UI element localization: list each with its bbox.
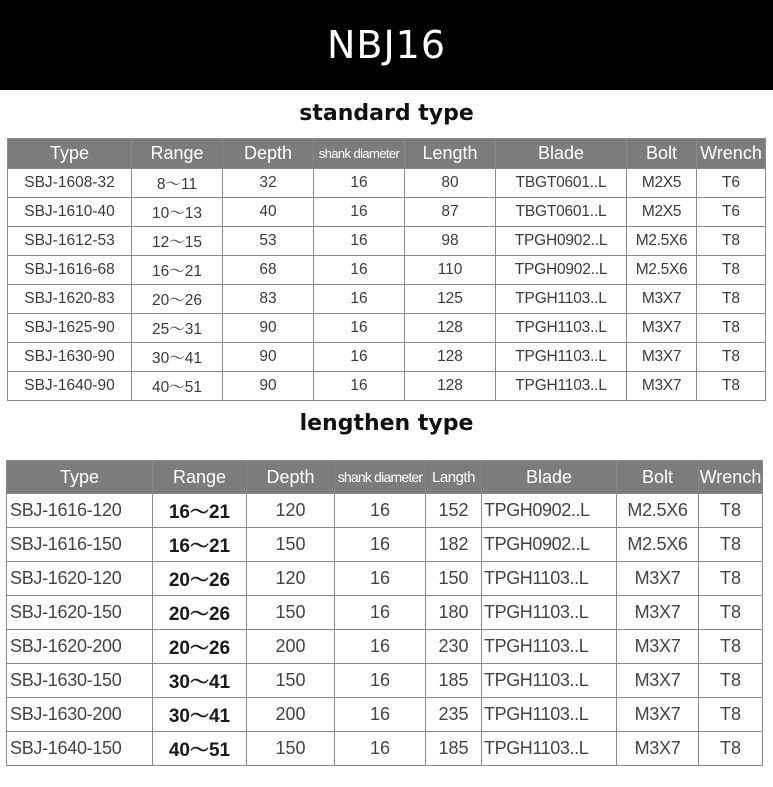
col-header-length: Langth	[426, 461, 482, 494]
col-header-wrench: Wrench	[699, 461, 763, 494]
cell-shank-diameter: 16	[314, 198, 405, 227]
cell-bolt: M3X7	[617, 698, 699, 732]
title-banner	[0, 0, 773, 90]
col-header-wrench: Wrench	[697, 139, 766, 169]
table-row	[7, 664, 763, 698]
cell-shank-diameter: 16	[335, 562, 426, 596]
cell-depth: 150	[247, 732, 335, 766]
cell-shank-diameter: 16	[335, 596, 426, 630]
cell-bolt: M3X7	[617, 664, 699, 698]
cell-blade: TPGH1103..L	[496, 372, 627, 401]
cell-length: 230	[426, 630, 482, 664]
cell-depth: 53	[223, 227, 314, 256]
cell-length: 185	[426, 664, 482, 698]
cell-wrench: T6	[697, 169, 766, 198]
cell-length: 80	[405, 169, 496, 198]
lengthen-type-heading: lengthen type	[299, 411, 474, 436]
cell-shank-diameter: 16	[314, 314, 405, 343]
cell-wrench: T8	[699, 494, 763, 528]
cell-length: 128	[405, 343, 496, 372]
cell-blade: TPGH1103..L	[482, 562, 617, 596]
table-row	[7, 562, 763, 596]
cell-bolt: M2.5X6	[617, 494, 699, 528]
cell-blade: TPGH1103..L	[482, 698, 617, 732]
cell-wrench: T8	[697, 227, 766, 256]
cell-shank-diameter: 16	[314, 372, 405, 401]
cell-shank-diameter: 16	[335, 528, 426, 562]
cell-range: 40～51	[132, 372, 223, 401]
cell-depth: 32	[223, 169, 314, 198]
cell-depth: 40	[223, 198, 314, 227]
cell-bolt: M2.5X6	[627, 227, 697, 256]
cell-type: SBJ-1608-32	[8, 169, 132, 198]
table-row	[7, 596, 763, 630]
cell-blade: TPGH0902..L	[496, 227, 627, 256]
cell-type: SBJ-1620-150	[7, 596, 153, 630]
cell-type: SBJ-1616-150	[7, 528, 153, 562]
cell-type: SBJ-1616-120	[7, 494, 153, 528]
cell-depth: 150	[247, 596, 335, 630]
cell-range: 12～15	[132, 227, 223, 256]
cell-wrench: T8	[697, 314, 766, 343]
col-header-range: Range	[153, 461, 247, 494]
cell-bolt: M3X7	[617, 630, 699, 664]
col-header-blade: Blade	[482, 461, 617, 494]
cell-range: 10～13	[132, 198, 223, 227]
cell-length: 128	[405, 314, 496, 343]
cell-type: SBJ-1610-40	[8, 198, 132, 227]
cell-blade: TBGT0601..L	[496, 198, 627, 227]
cell-shank-diameter: 16	[335, 698, 426, 732]
cell-range: 20～26	[153, 562, 247, 596]
cell-shank-diameter: 16	[314, 227, 405, 256]
col-header-length: Length	[405, 139, 496, 169]
page-title: NBJ16	[326, 23, 447, 67]
cell-wrench: T8	[699, 698, 763, 732]
cell-type: SBJ-1630-200	[7, 698, 153, 732]
col-header-shank-diameter: shank diameter	[335, 461, 426, 494]
cell-type: SBJ-1630-90	[8, 343, 132, 372]
cell-shank-diameter: 16	[335, 494, 426, 528]
cell-length: 87	[405, 198, 496, 227]
cell-range: 16～21	[153, 528, 247, 562]
table-row	[8, 343, 766, 372]
cell-wrench: T8	[699, 596, 763, 630]
cell-wrench: T8	[697, 372, 766, 401]
cell-shank-diameter: 16	[335, 732, 426, 766]
table-header-row	[7, 461, 763, 494]
cell-length: 185	[426, 732, 482, 766]
table-row	[8, 227, 766, 256]
cell-depth: 200	[247, 698, 335, 732]
cell-blade: TPGH1103..L	[482, 732, 617, 766]
cell-depth: 90	[223, 343, 314, 372]
cell-type: SBJ-1625-90	[8, 314, 132, 343]
cell-blade: TPGH0902..L	[482, 494, 617, 528]
cell-wrench: T8	[699, 732, 763, 766]
cell-bolt: M3X7	[627, 372, 697, 401]
cell-type: SBJ-1620-120	[7, 562, 153, 596]
cell-wrench: T8	[699, 664, 763, 698]
cell-type: SBJ-1612-53	[8, 227, 132, 256]
cell-range: 30～41	[153, 698, 247, 732]
cell-length: 125	[405, 285, 496, 314]
cell-depth: 120	[247, 562, 335, 596]
cell-shank-diameter: 16	[335, 630, 426, 664]
cell-type: SBJ-1640-90	[8, 372, 132, 401]
cell-type: SBJ-1620-200	[7, 630, 153, 664]
table-row	[8, 256, 766, 285]
cell-range: 20～26	[153, 596, 247, 630]
table-row	[7, 698, 763, 732]
cell-blade: TPGH1103..L	[496, 314, 627, 343]
table-header-row	[8, 139, 766, 169]
cell-shank-diameter: 16	[314, 169, 405, 198]
cell-depth: 90	[223, 372, 314, 401]
cell-depth: 68	[223, 256, 314, 285]
cell-type: SBJ-1620-83	[8, 285, 132, 314]
cell-range: 30～41	[132, 343, 223, 372]
cell-blade: TPGH0902..L	[482, 528, 617, 562]
cell-type: SBJ-1640-150	[7, 732, 153, 766]
cell-length: 98	[405, 227, 496, 256]
table-row	[8, 169, 766, 198]
cell-bolt: M3X7	[617, 732, 699, 766]
cell-bolt: M2.5X6	[617, 528, 699, 562]
cell-range: 30～41	[153, 664, 247, 698]
cell-wrench: T8	[699, 528, 763, 562]
table-row	[8, 285, 766, 314]
cell-blade: TBGT0601..L	[496, 169, 627, 198]
cell-blade: TPGH0902..L	[496, 256, 627, 285]
cell-length: 182	[426, 528, 482, 562]
col-header-depth: Depth	[223, 139, 314, 169]
cell-bolt: M3X7	[617, 562, 699, 596]
cell-wrench: T8	[699, 630, 763, 664]
col-header-blade: Blade	[496, 139, 627, 169]
cell-blade: TPGH1103..L	[496, 285, 627, 314]
table-row	[7, 494, 763, 528]
cell-bolt: M3X7	[627, 314, 697, 343]
standard-type-table	[7, 138, 766, 401]
cell-shank-diameter: 16	[335, 664, 426, 698]
cell-wrench: T8	[697, 343, 766, 372]
cell-length: 235	[426, 698, 482, 732]
cell-bolt: M3X7	[627, 285, 697, 314]
table-row	[8, 314, 766, 343]
cell-depth: 150	[247, 528, 335, 562]
col-header-depth: Depth	[247, 461, 335, 494]
lengthen-type-table	[6, 460, 763, 766]
cell-range: 16～21	[132, 256, 223, 285]
cell-wrench: T8	[699, 562, 763, 596]
table-row	[7, 630, 763, 664]
cell-length: 152	[426, 494, 482, 528]
cell-blade: TPGH1103..L	[496, 343, 627, 372]
cell-depth: 200	[247, 630, 335, 664]
cell-shank-diameter: 16	[314, 256, 405, 285]
cell-wrench: T8	[697, 256, 766, 285]
cell-depth: 120	[247, 494, 335, 528]
cell-length: 110	[405, 256, 496, 285]
cell-range: 25～31	[132, 314, 223, 343]
cell-length: 150	[426, 562, 482, 596]
table-row	[8, 198, 766, 227]
cell-bolt: M2X5	[627, 169, 697, 198]
cell-shank-diameter: 16	[314, 343, 405, 372]
col-header-range: Range	[132, 139, 223, 169]
col-header-bolt: Bolt	[617, 461, 699, 494]
cell-bolt: M3X7	[617, 596, 699, 630]
cell-bolt: M2X5	[627, 198, 697, 227]
cell-wrench: T6	[697, 198, 766, 227]
cell-shank-diameter: 16	[314, 285, 405, 314]
cell-range: 20～26	[132, 285, 223, 314]
col-header-type: Type	[8, 139, 132, 169]
cell-blade: TPGH1103..L	[482, 630, 617, 664]
cell-bolt: M2.5X6	[627, 256, 697, 285]
cell-type: SBJ-1616-68	[8, 256, 132, 285]
cell-bolt: M3X7	[627, 343, 697, 372]
cell-depth: 90	[223, 314, 314, 343]
cell-length: 128	[405, 372, 496, 401]
table-row	[7, 732, 763, 766]
cell-length: 180	[426, 596, 482, 630]
col-header-type: Type	[7, 461, 153, 494]
table-row	[7, 528, 763, 562]
col-header-shank-diameter: shank diameter	[314, 139, 405, 169]
cell-range: 20～26	[153, 630, 247, 664]
cell-blade: TPGH1103..L	[482, 596, 617, 630]
cell-type: SBJ-1630-150	[7, 664, 153, 698]
cell-range: 8～11	[132, 169, 223, 198]
table-row	[8, 372, 766, 401]
standard-type-heading: standard type	[299, 101, 474, 126]
cell-range: 40～51	[153, 732, 247, 766]
cell-depth: 83	[223, 285, 314, 314]
cell-wrench: T8	[697, 285, 766, 314]
cell-blade: TPGH1103..L	[482, 664, 617, 698]
cell-range: 16～21	[153, 494, 247, 528]
cell-depth: 150	[247, 664, 335, 698]
col-header-bolt: Bolt	[627, 139, 697, 169]
